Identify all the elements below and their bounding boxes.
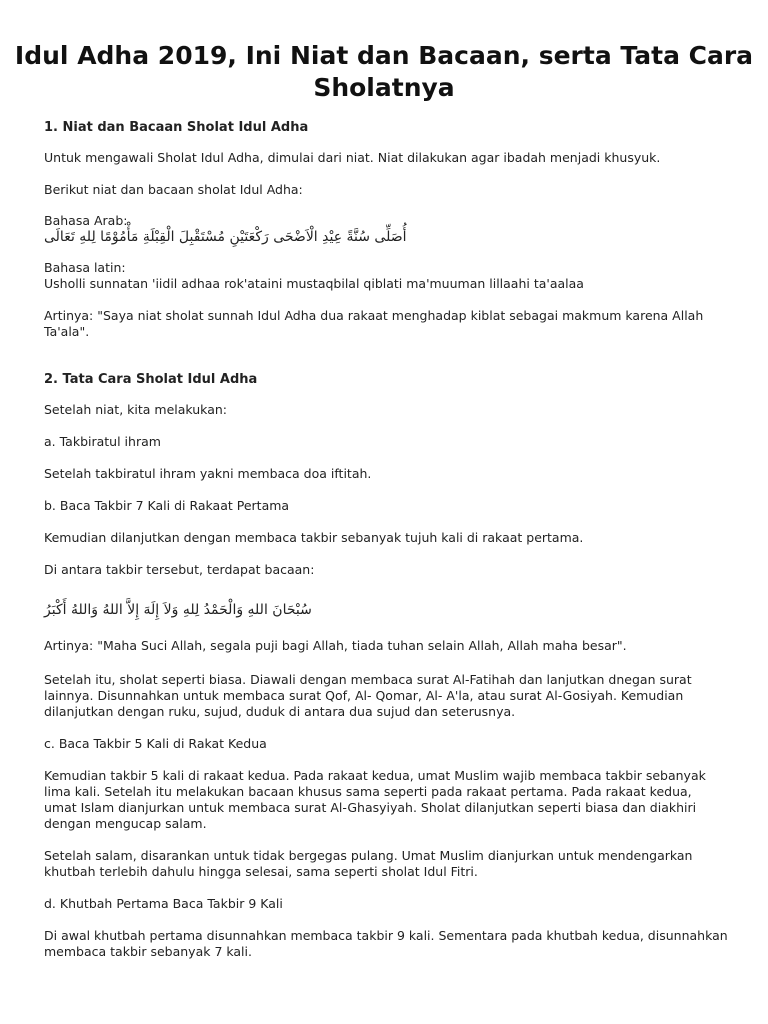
paragraph: Setelah itu, sholat seperti biasa. Diawali dengan membaca surat Al-Fatihah dan lanjutkan dnegan surat lainnya. Disunnahkan untuk membaca surat Qof, Al- Qomar, Al- A'la, atau surat Al-Gosiyah. Kemudian dilanjutkan dengan ruku, sujud, duduk di antara dua sujud dan seterusnya. — [44, 672, 692, 719]
arabic-text: سُبْحَانَ اللهِ وَالْحَمْدُ لِلهِ وَلاَ إِلَهَ إِلاَّ اللهُ وَاللهُ أَكْبَرُ — [44, 602, 312, 618]
section-heading: 1. Niat dan Bacaan Sholat Idul Adha — [44, 120, 309, 135]
paragraph: Kemudian takbir 5 kali di rakaat kedua. Pada rakaat kedua, umat Muslim wajib membaca takbir sebanyak lima kali. Setelah itu melakukan bacaan khusus sama seperti pada rakaat pertama. Pada rakaat kedua, umat Islam dianjurkan untuk membaca surat Al-Ghasyiyah. Sholat dilanjutkan seperti biasa dan diakhiri dengan mengucap salam. — [44, 768, 706, 831]
paragraph: Usholli sunnatan 'iidil adhaa rok'ataini mustaqbilal qiblati ma'muuman lillaahi ta'aalaa — [44, 276, 584, 291]
page-title: Idul Adha 2019, Ini Niat dan Bacaan, serta Tata Cara Sholatnya — [14, 41, 754, 102]
subheading: d. Khutbah Pertama Baca Takbir 9 Kali — [44, 896, 283, 911]
paragraph: Artinya: "Saya niat sholat sunnah Idul Adha dua rakaat menghadap kiblat sebagai makmum karena Allah Ta'ala". — [44, 308, 704, 339]
paragraph: Di antara takbir tersebut, terdapat bacaan: — [44, 562, 315, 577]
subheading: b. Baca Takbir 7 Kali di Rakaat Pertama — [44, 498, 290, 513]
paragraph: Untuk mengawali Sholat Idul Adha, dimulai dari niat. Niat dilakukan agar ibadah menjadi khusyuk. — [44, 150, 661, 165]
paragraph: Setelah takbiratul ihram yakni membaca doa iftitah. — [44, 466, 372, 481]
label: Bahasa latin: — [44, 260, 126, 275]
paragraph: Kemudian dilanjutkan dengan membaca takbir sebanyak tujuh kali di rakaat pertama. — [44, 530, 584, 545]
paragraph: Berikut niat dan bacaan sholat Idul Adha: — [44, 182, 303, 197]
arabic-text: أُصَلِّى سُنَّةً عِيْدِ الْاَضْحَى رَكْعَتَيْنِ مُسْتَقْبِلَ الْقِبْلَةِ مَأْمُوْمًا لِلهِ تَعَالَى — [44, 229, 407, 245]
subheading: c. Baca Takbir 5 Kali di Rakat Kedua — [44, 736, 267, 751]
paragraph: Setelah salam, disarankan untuk tidak bergegas pulang. Umat Muslim dianjurkan untuk mendengarkan khutbah terlebih dahulu hingga selesai, sama seperti sholat Idul Fitri. — [44, 848, 693, 879]
label: Bahasa Arab: — [44, 213, 128, 228]
paragraph: Setelah niat, kita melakukan: — [44, 402, 227, 417]
paragraph: Di awal khutbah pertama disunnahkan membaca takbir 9 kali. Sementara pada khutbah kedua, disunnahkan membaca takbir sebanyak 7 kali. — [44, 928, 728, 959]
paragraph: Artinya: "Maha Suci Allah, segala puji bagi Allah, tiada tuhan selain Allah, Allah maha besar". — [44, 638, 627, 653]
subheading: a. Takbiratul ihram — [44, 434, 161, 449]
section-heading: 2. Tata Cara Sholat Idul Adha — [44, 372, 258, 387]
